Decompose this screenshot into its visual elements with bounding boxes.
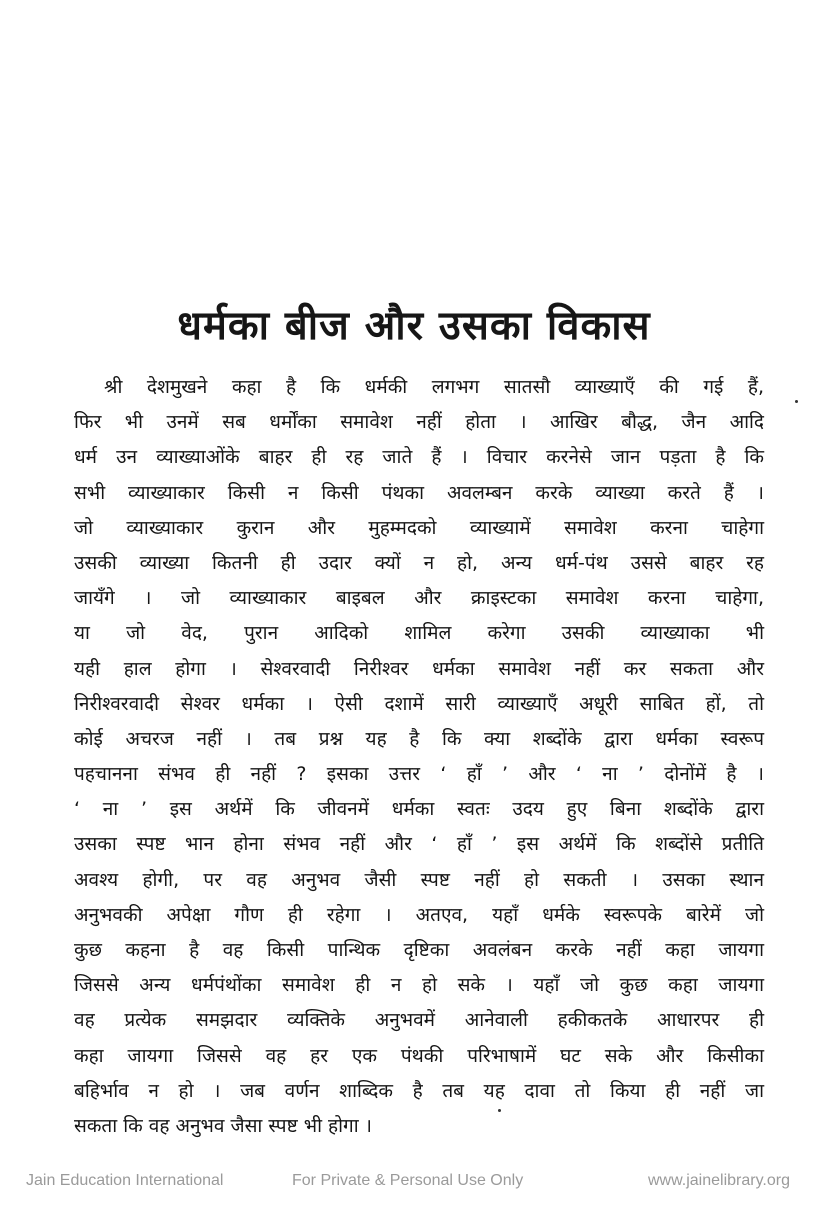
body-paragraph bbox=[74, 370, 764, 1144]
text-line: उसका स्पष्ट भान होना संभव नहीं और ‘ हाँ ’ इस अर्थमें कि शब्दोंसे प्रतीति bbox=[74, 833, 764, 856]
text-line: कहा जायगा जिससे वह हर एक पंथकी परिभाषामें घट सके और किसीका bbox=[74, 1044, 764, 1067]
text-line: जिससे अन्य धर्मपंथोंका समावेश ही न हो सके । यहाँ जो कुछ कहा जायगा bbox=[74, 974, 764, 997]
text-line: जो व्याख्याकार कुरान और मुहम्मदको व्याख्यामें समावेश करना चाहेगा bbox=[74, 516, 764, 539]
text-line: श्री देशमुखने कहा है कि धर्मकी लगभग सातसौ व्याख्याएँ की गई हैं, bbox=[104, 376, 764, 398]
text-line: कोई अचरज नहीं । तब प्रश्न यह है कि क्या शब्दोंके द्वारा धर्मका स्वरूप bbox=[74, 727, 764, 750]
text-line: सकता कि वह अनुभव जैसा स्पष्ट भी होगा । bbox=[74, 1114, 372, 1137]
text-line: सभी व्याख्याकार किसी न किसी पंथका अवलम्बन करके व्याख्या करते हैं । bbox=[74, 481, 764, 504]
text-line: बहिर्भाव न हो । जब वर्णन शाब्दिक है तब यह दावा तो किया ही नहीं जा bbox=[74, 1079, 764, 1102]
chapter-title: धर्मका बीज और उसका विकास bbox=[177, 303, 651, 349]
text-line: फिर भी उनमें सब धर्मोंका समावेश नहीं होता । आखिर बौद्ध, जैन आदि bbox=[74, 411, 764, 434]
footer-website-link[interactable]: www.jainelibrary.org bbox=[648, 1172, 790, 1189]
text-line: निरीश्वरवादी सेश्वर धर्मका । ऐसी दशामें सारी व्याख्याएँ अधूरी साबित हों, तो bbox=[74, 692, 764, 715]
scan-speck bbox=[498, 1109, 501, 1112]
text-line: ‘ ना ’ इस अर्थमें कि जीवनमें धर्मका स्वतः उदय हुए बिना शब्दोंके द्वारा bbox=[74, 798, 764, 821]
text-line: जायँगे । जो व्याख्याकार बाइबल और क्राइस्टका समावेश करना चाहेगा, bbox=[74, 587, 764, 610]
scan-speck bbox=[795, 400, 798, 403]
text-line: वह प्रत्येक समझदार व्यक्तिके अनुभवमें आनेवाली हकीकतके आधारपर ही bbox=[74, 1009, 764, 1032]
text-line: धर्म उन व्याख्याओंके बाहर ही रह जाते हैं । विचार करनेसे जान पड़ता है कि bbox=[74, 446, 764, 469]
text-line: उसकी व्याख्या कितनी ही उदार क्यों न हो, अन्य धर्म-पंथ उससे बाहर रह bbox=[74, 551, 764, 574]
text-line: यही हाल होगा । सेश्वरवादी निरीश्वर धर्मका समावेश नहीं कर सकता और bbox=[74, 657, 764, 680]
footer bbox=[0, 1172, 828, 1196]
footer-usage-note: For Private & Personal Use Only bbox=[292, 1172, 524, 1189]
text-line: कुछ कहना है वह किसी पान्थिक दृष्टिका अवलंबन करके नहीं कहा जायगा bbox=[74, 939, 764, 961]
text-line: पहचानना संभव ही नहीं ? इसका उत्तर ‘ हाँ ’ और ‘ ना ’ दोनोंमें है । bbox=[74, 763, 764, 786]
text-line: अवश्य होगी, पर वह अनुभव जैसी स्पष्ट नहीं हो सकती । उसका स्थान bbox=[74, 868, 764, 891]
text-line: या जो वेद, पुरान आदिको शामिल करेगा उसकी व्याख्याका भी bbox=[74, 622, 764, 645]
footer-publisher: Jain Education International bbox=[26, 1172, 224, 1189]
text-line: अनुभवकी अपेक्षा गौण ही रहेगा । अतएव, यहाँ धर्मके स्वरूपके बारेमें जो bbox=[74, 903, 764, 926]
